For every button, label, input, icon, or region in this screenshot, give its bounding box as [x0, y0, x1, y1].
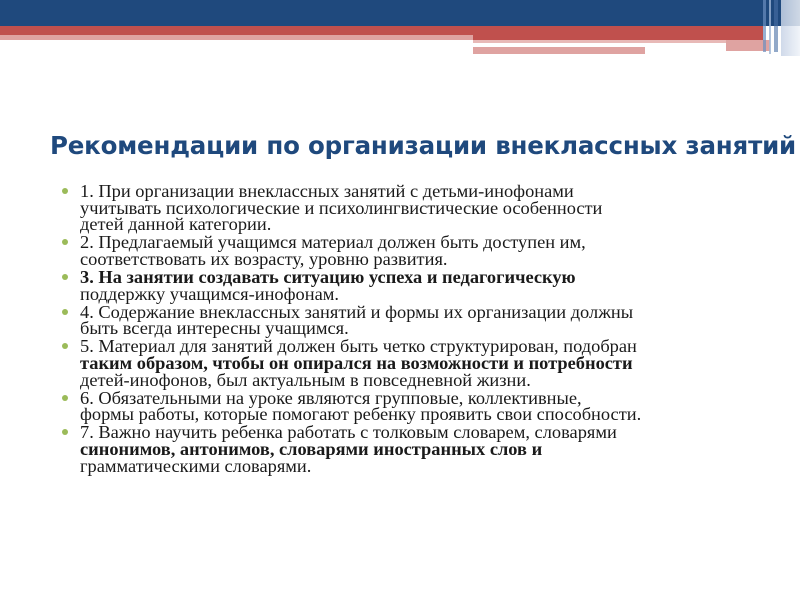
bullet-icon — [62, 429, 68, 435]
item-line-emphasis: таким образом, чтобы он опирался на возможности и потребности — [80, 352, 633, 373]
item-line-emphasis: 3. На занятии создавать ситуацию успеха и педагогическую — [80, 266, 576, 287]
item-line: быть всегда интересны учащимся. — [80, 318, 349, 339]
item-line: детей-инофонов, был актуальным в повседневной жизни. — [80, 369, 531, 390]
header-stripe-3 — [774, 0, 778, 52]
item-line: 4. Содержание внеклассных занятий и формы их организации должны — [80, 301, 634, 322]
recommendations-list — [62, 183, 762, 476]
header-blue-band — [0, 0, 800, 26]
item-line: формы работы, которые помогают ребенку проявить свои способности. — [80, 404, 642, 425]
item-line: детей данной категории. — [80, 214, 272, 235]
header-stripe-1 — [763, 0, 766, 52]
item-line: соответствовать их возрасту, уровню развития. — [80, 248, 448, 269]
slide-title: Рекомендации по организации внеклассных занятий — [50, 131, 796, 161]
item-line: 5. Материал для занятий должен быть четко структурирован, подобран — [80, 336, 637, 357]
list-item — [62, 234, 762, 267]
item-line: 6. Обязательными на уроке являются групповые, коллективные, — [80, 387, 582, 408]
item-line: грамматическими словарями. — [80, 455, 312, 476]
item-line-emphasis: синонимов, антонимов, словарями иностранных слов и — [80, 438, 543, 459]
header-stripe-2 — [769, 0, 771, 54]
bullet-icon — [62, 343, 68, 349]
header-red-band-right — [473, 26, 763, 40]
list-item — [62, 424, 762, 474]
list-item — [62, 183, 762, 233]
header-stripe-4 — [781, 0, 800, 56]
header-pink-thin-right — [473, 40, 763, 43]
item-line: 1. При организации внеклассных занятий с детьми-инофонами — [80, 181, 574, 201]
header-pink-line-left — [0, 35, 473, 40]
item-line: поддержку учащимся-инофонам. — [80, 283, 339, 304]
list-item — [62, 387, 762, 425]
header-red-band-left — [0, 26, 473, 35]
item-line: 7. Важно научить ребенка работать с толковым словарем, словарями — [80, 422, 617, 443]
bullet-icon — [62, 395, 68, 401]
bullet-icon — [62, 274, 68, 280]
header-pink-band-right — [473, 47, 645, 54]
item-line: 2. Предлагаемый учащимся материал должен быть доступен им, — [80, 232, 586, 253]
bullet-icon — [62, 188, 68, 194]
list-item — [62, 301, 762, 339]
list-item — [62, 338, 762, 388]
item-line: учитывать психологические и психолингвистические особенности — [80, 197, 603, 218]
list-item — [62, 266, 762, 304]
bullet-icon — [62, 309, 68, 315]
bullet-icon — [62, 239, 68, 245]
